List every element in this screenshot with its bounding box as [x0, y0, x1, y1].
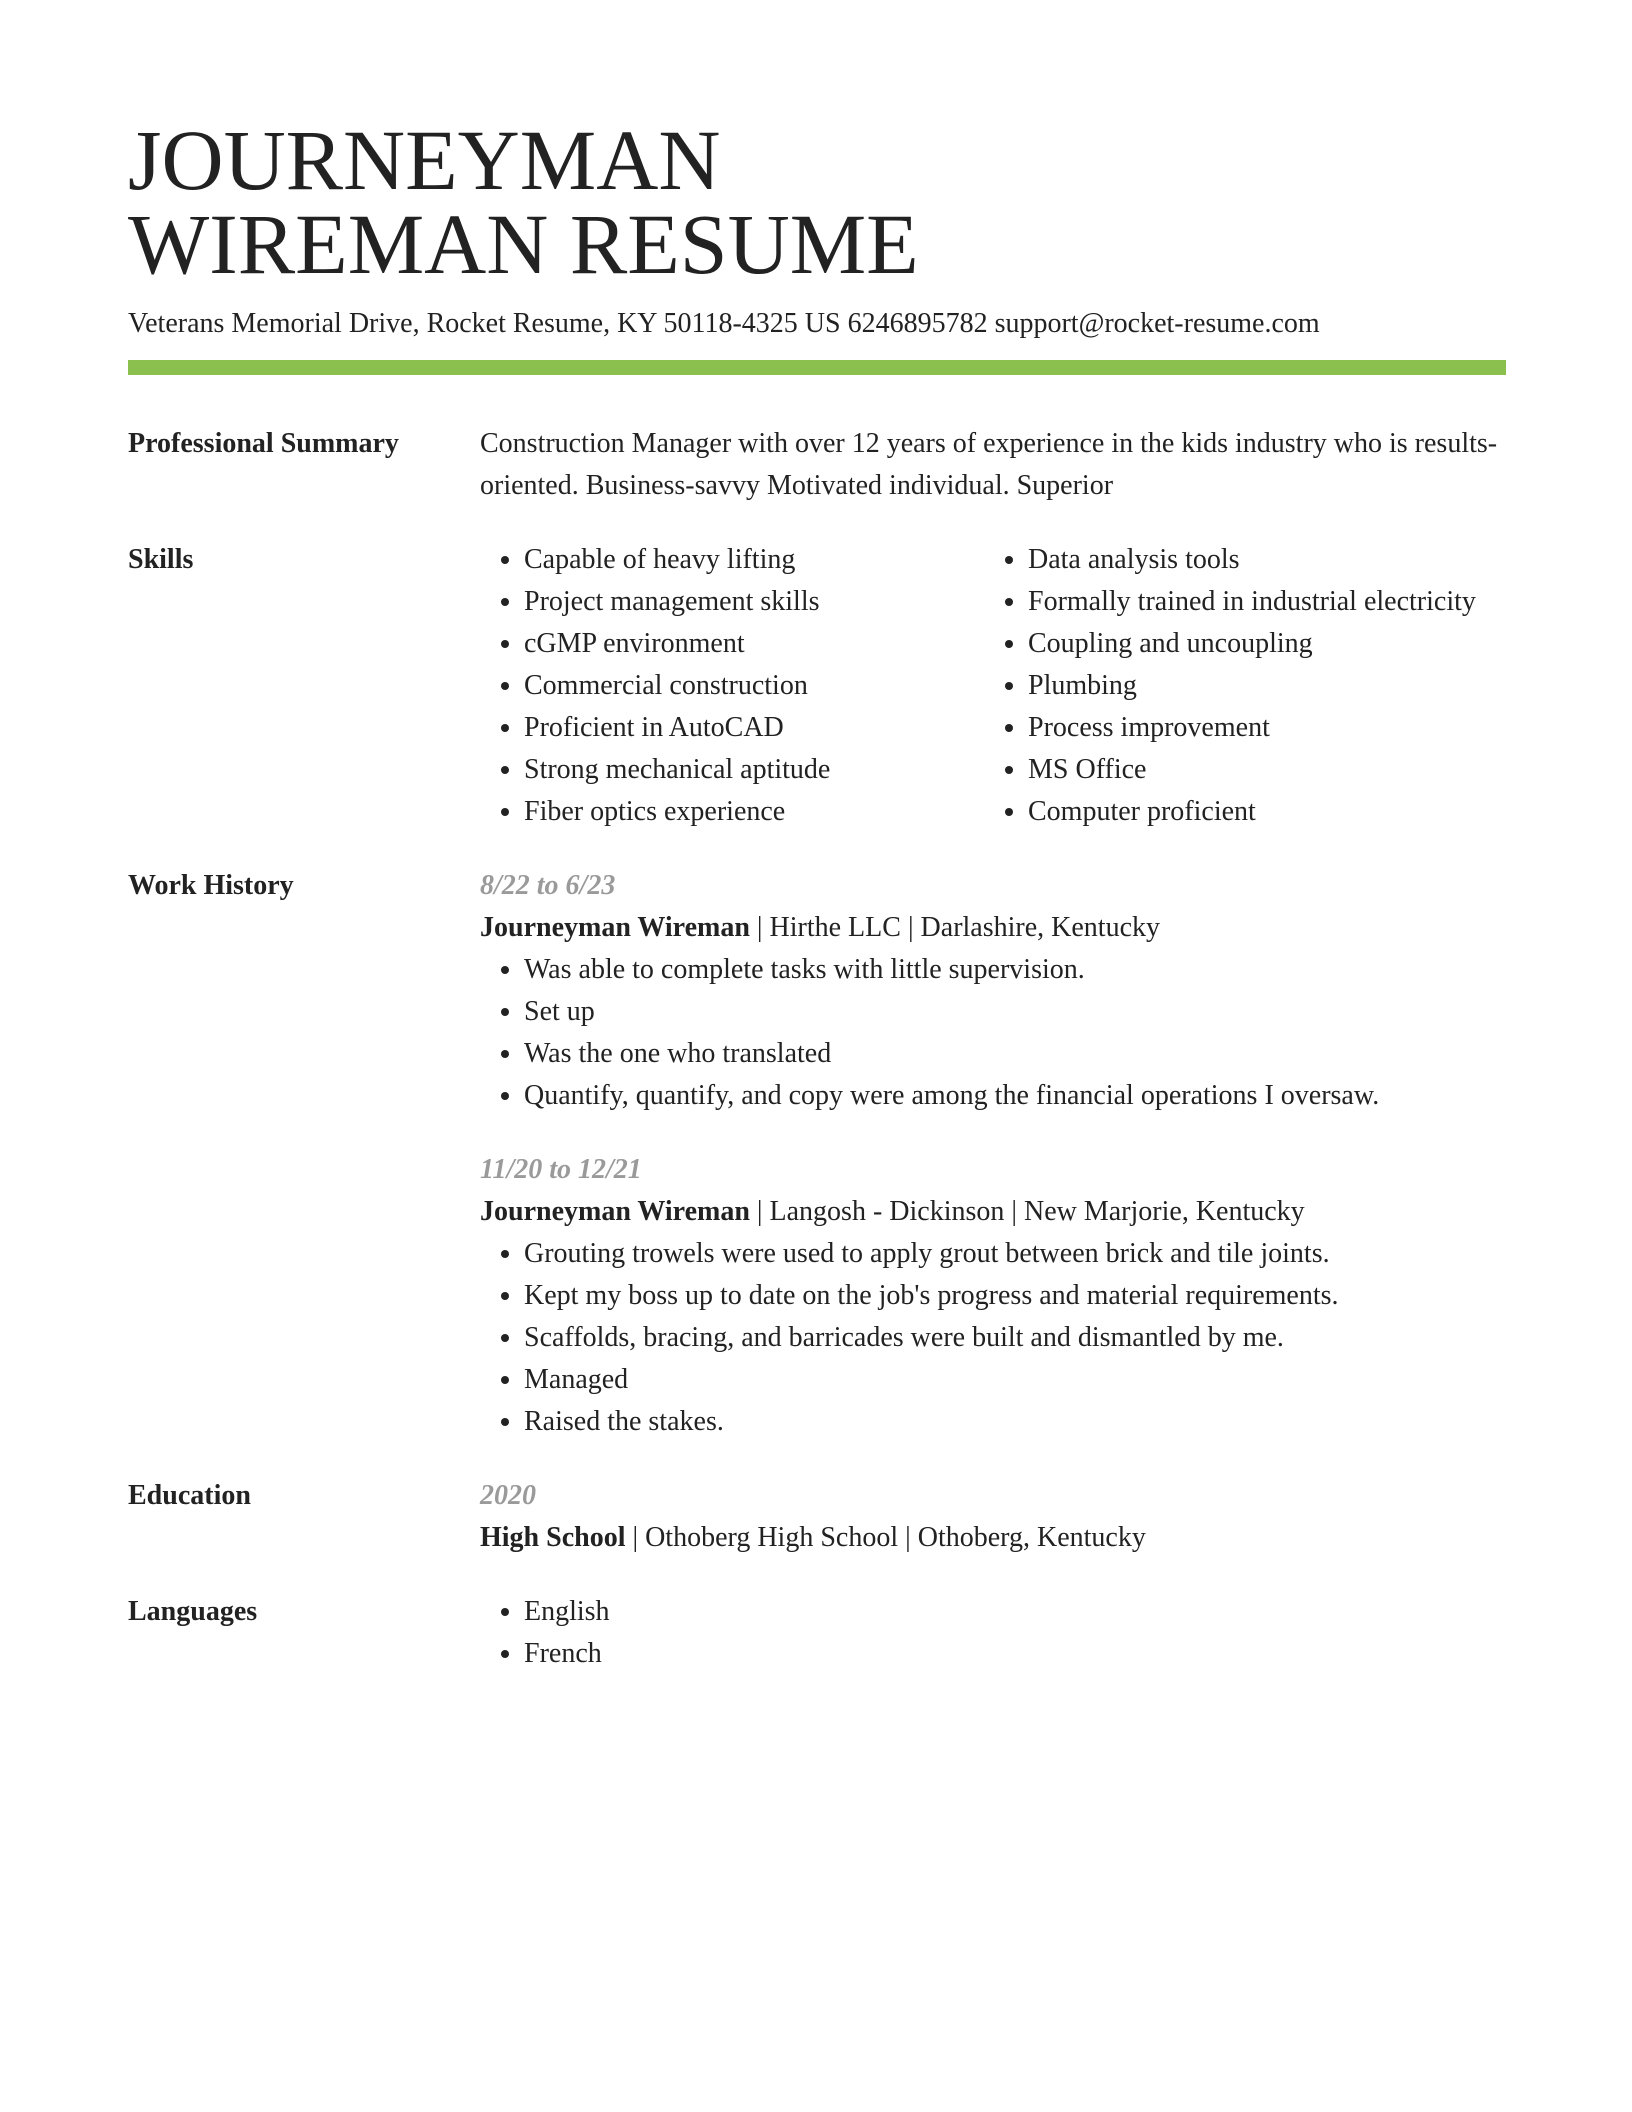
languages-body [480, 1591, 1506, 1675]
job-duty: • Quantify, quantify, and copy were among the financial operations I oversaw. [524, 1075, 1506, 1117]
skill-item: • Process improvement [1028, 707, 1506, 749]
job-duties [480, 1233, 1506, 1443]
contact-info: Veterans Memorial Drive, Rocket Resume, KY 50118-4325 US 6246895782 support@rocket-resume.com [128, 308, 1320, 339]
job-duties [480, 949, 1506, 1117]
resume-title [128, 112, 1506, 292]
job-title: Journeyman Wireman [480, 912, 750, 943]
languages-list [480, 1591, 1506, 1675]
accent-divider [128, 360, 1506, 375]
education-section [128, 1475, 1506, 1559]
summary-section [128, 423, 1506, 507]
language-item: • English [524, 1591, 1506, 1633]
skills-column-1 [480, 539, 984, 833]
job-duty: • Kept my boss up to date on the job's progress and material requirements. [524, 1275, 1506, 1317]
summary-label: Professional Summary [128, 428, 399, 459]
education-body [480, 1475, 1506, 1559]
skill-item: • Proficient in AutoCAD [524, 707, 984, 749]
skill-item: • Formally trained in industrial electricity [1028, 581, 1506, 623]
work-history-label: Work History [128, 870, 294, 901]
skill-item: • MS Office [1028, 749, 1506, 791]
work-history-body [480, 865, 1506, 1443]
job-entry [480, 865, 1506, 1117]
work-history-section [128, 865, 1506, 1443]
skill-item: • Strong mechanical aptitude [524, 749, 984, 791]
languages-section [128, 1591, 1506, 1675]
resume-page [128, 112, 1506, 1675]
summary-text: Construction Manager with over 12 years of experience in the kids industry who is results-oriented. Business-savvy Motivated individual. Superior [480, 428, 1498, 501]
job-duty: • Grouting trowels were used to apply grout between brick and tile joints. [524, 1233, 1506, 1275]
job-duty: • Raised the stakes. [524, 1401, 1506, 1443]
job-heading [480, 1191, 1506, 1233]
job-duty: • Was able to complete tasks with little supervision. [524, 949, 1506, 991]
job-dates: 11/20 to 12/21 [480, 1154, 642, 1185]
skill-item: • Commercial construction [524, 665, 984, 707]
job-duty: • Scaffolds, bracing, and barricades were built and dismantled by me. [524, 1317, 1506, 1359]
education-degree: High School [480, 1522, 626, 1553]
skills-section [128, 539, 1506, 833]
job-title: Journeyman Wireman [480, 1196, 750, 1227]
resume-title-line-2: WIREMAN RESUME [128, 196, 919, 292]
languages-label: Languages [128, 1596, 258, 1627]
skills-label: Skills [128, 544, 194, 575]
language-item: • French [524, 1633, 1506, 1675]
job-employer-location: | Langosh - Dickinson | New Marjorie, Kentucky [749, 1196, 1305, 1227]
skill-item: • Computer proficient [1028, 791, 1506, 833]
education-year: 2020 [480, 1480, 536, 1511]
skill-item: • Coupling and uncoupling [1028, 623, 1506, 665]
skill-item: • cGMP environment [524, 623, 984, 665]
skill-item: • Project management skills [524, 581, 984, 623]
job-heading [480, 907, 1506, 949]
job-dates: 8/22 to 6/23 [480, 870, 616, 901]
job-duty: • Was the one who translated [524, 1033, 1506, 1075]
skill-item: • Data analysis tools [1028, 539, 1506, 581]
job-duty: • Managed [524, 1359, 1506, 1401]
skills-body [480, 539, 1506, 833]
education-school-location: | Othoberg High School | Othoberg, Kentucky [625, 1522, 1146, 1553]
skill-item: • Capable of heavy lifting [524, 539, 984, 581]
education-label: Education [128, 1480, 251, 1511]
skill-item: • Fiber optics experience [524, 791, 984, 833]
job-employer-location: | Hirthe LLC | Darlashire, Kentucky [749, 912, 1161, 943]
job-duty: • Set up [524, 991, 1506, 1033]
skill-item: • Plumbing [1028, 665, 1506, 707]
resume-title-line-1: JOURNEYMAN [128, 112, 721, 208]
skills-column-2 [984, 539, 1506, 833]
education-heading [480, 1517, 1506, 1559]
job-entry [480, 1149, 1506, 1443]
